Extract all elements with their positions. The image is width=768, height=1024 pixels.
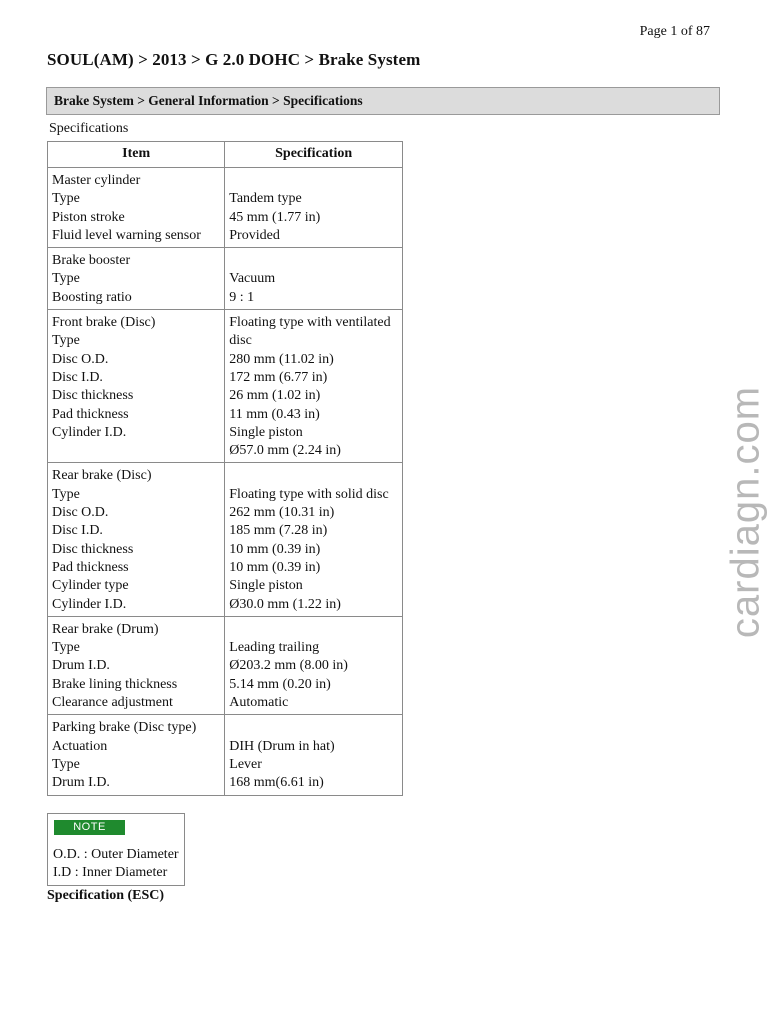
item-line: Disc I.D. [52,523,103,539]
item-cell [48,248,225,310]
esc-specification-heading: Specification (ESC) [47,888,165,903]
item-cell [48,168,225,248]
spec-line: Floating type with solid disc [229,486,389,502]
item-line: Boosting ratio [52,289,132,305]
specification-cell [225,168,403,248]
spec-line: Ø30.0 mm (1.22 in) [229,596,341,612]
item-line: Brake booster [52,253,131,269]
spec-line: Provided [229,227,280,243]
item-line: Type [52,756,80,772]
spec-line: 185 mm (7.28 in) [229,523,328,539]
specification-cell [225,463,403,616]
item-line: Type [52,271,80,287]
spec-line: Lever [229,756,262,772]
spec-line: Tandem type [229,191,302,207]
table-caption: Specifications [49,121,129,136]
column-header-specification: Specification [225,142,403,168]
section-title: Brake System > General Information > Specifications [54,93,363,108]
item-line: Disc I.D. [52,369,103,385]
spec-line: Automatic [229,695,289,711]
item-line: Clearance adjustment [52,695,173,711]
spec-line: Ø203.2 mm (8.00 in) [229,658,348,674]
item-cell [48,616,225,714]
item-line: Drum I.D. [52,658,110,674]
item-line: Drum I.D. [52,775,110,791]
table-row [48,715,403,795]
spec-line: Single piston [229,424,303,440]
note-box [47,813,185,886]
spec-line: 5.14 mm (0.20 in) [229,676,331,692]
breadcrumb: SOUL(AM) > 2013 > G 2.0 DOHC > Brake System [47,50,421,69]
spec-line [229,719,398,737]
table-row [48,616,403,714]
column-header-item: Item [48,142,225,168]
specifications-table [47,141,403,796]
specification-cell [225,715,403,795]
page-number: Page 1 of 87 [639,24,710,39]
table-row [48,168,403,248]
specification-cell [225,248,403,310]
table-header-row [48,142,403,168]
item-cell [48,310,225,463]
spec-line: 168 mm(6.61 in) [229,775,324,791]
item-cell [48,715,225,795]
note-line: O.D. : Outer Diameter [53,847,179,862]
spec-line: Single piston [229,578,303,594]
spec-line: disc [229,333,252,349]
note-badge: NOTE [54,820,125,835]
spec-line [229,467,398,485]
item-line: Cylinder type [52,578,129,594]
section-title-bar [46,87,720,115]
item-line: Type [52,486,80,502]
specification-cell [225,310,403,463]
spec-line: Vacuum [229,271,276,287]
item-line: Brake lining thickness [52,676,178,692]
spec-line: Ø57.0 mm (2.24 in) [229,443,341,459]
item-line: Master cylinder [52,173,141,188]
item-line: Front brake (Disc) [52,315,156,331]
spec-line: Leading trailing [229,640,320,656]
spec-line: 262 mm (10.31 in) [229,505,335,521]
table-row [48,248,403,310]
spec-line [229,172,398,190]
item-cell [48,463,225,616]
item-line: Rear brake (Drum) [52,621,159,637]
item-line: Rear brake (Disc) [52,468,152,484]
item-line: Type [52,333,80,349]
spec-line [229,252,398,270]
note-line: I.D : Inner Diameter [53,865,168,880]
item-line: Type [52,640,80,656]
watermark: cardiagn.com [723,385,768,639]
item-line: Cylinder I.D. [52,424,127,440]
item-line: Type [52,191,80,207]
item-line: Disc O.D. [52,351,109,367]
item-line: Pad thickness [52,406,129,422]
table-row [48,310,403,463]
spec-line [229,621,398,639]
spec-line: 10 mm (0.39 in) [229,541,321,557]
spec-line: 45 mm (1.77 in) [229,209,321,225]
spec-line: Floating type with ventilated [229,315,391,331]
item-line: Fluid level warning sensor [52,227,201,243]
item-line: Actuation [52,738,108,754]
specification-cell [225,616,403,714]
item-line: Disc O.D. [52,505,109,521]
spec-line: 280 mm (11.02 in) [229,351,334,367]
note-text [53,846,179,882]
item-line: Disc thickness [52,541,134,557]
spec-line: 172 mm (6.77 in) [229,369,328,385]
item-line: Pad thickness [52,559,129,575]
spec-line: 9 : 1 [229,289,255,305]
spec-line: DIH (Drum in hat) [229,738,335,754]
spec-line: 10 mm (0.39 in) [229,559,321,575]
spec-line: 11 mm (0.43 in) [229,406,320,422]
item-line: Piston stroke [52,209,125,225]
table-row [48,463,403,616]
spec-line: 26 mm (1.02 in) [229,388,321,404]
item-line: Parking brake (Disc type) [52,720,197,736]
item-line: Cylinder I.D. [52,596,127,612]
item-line: Disc thickness [52,388,134,404]
